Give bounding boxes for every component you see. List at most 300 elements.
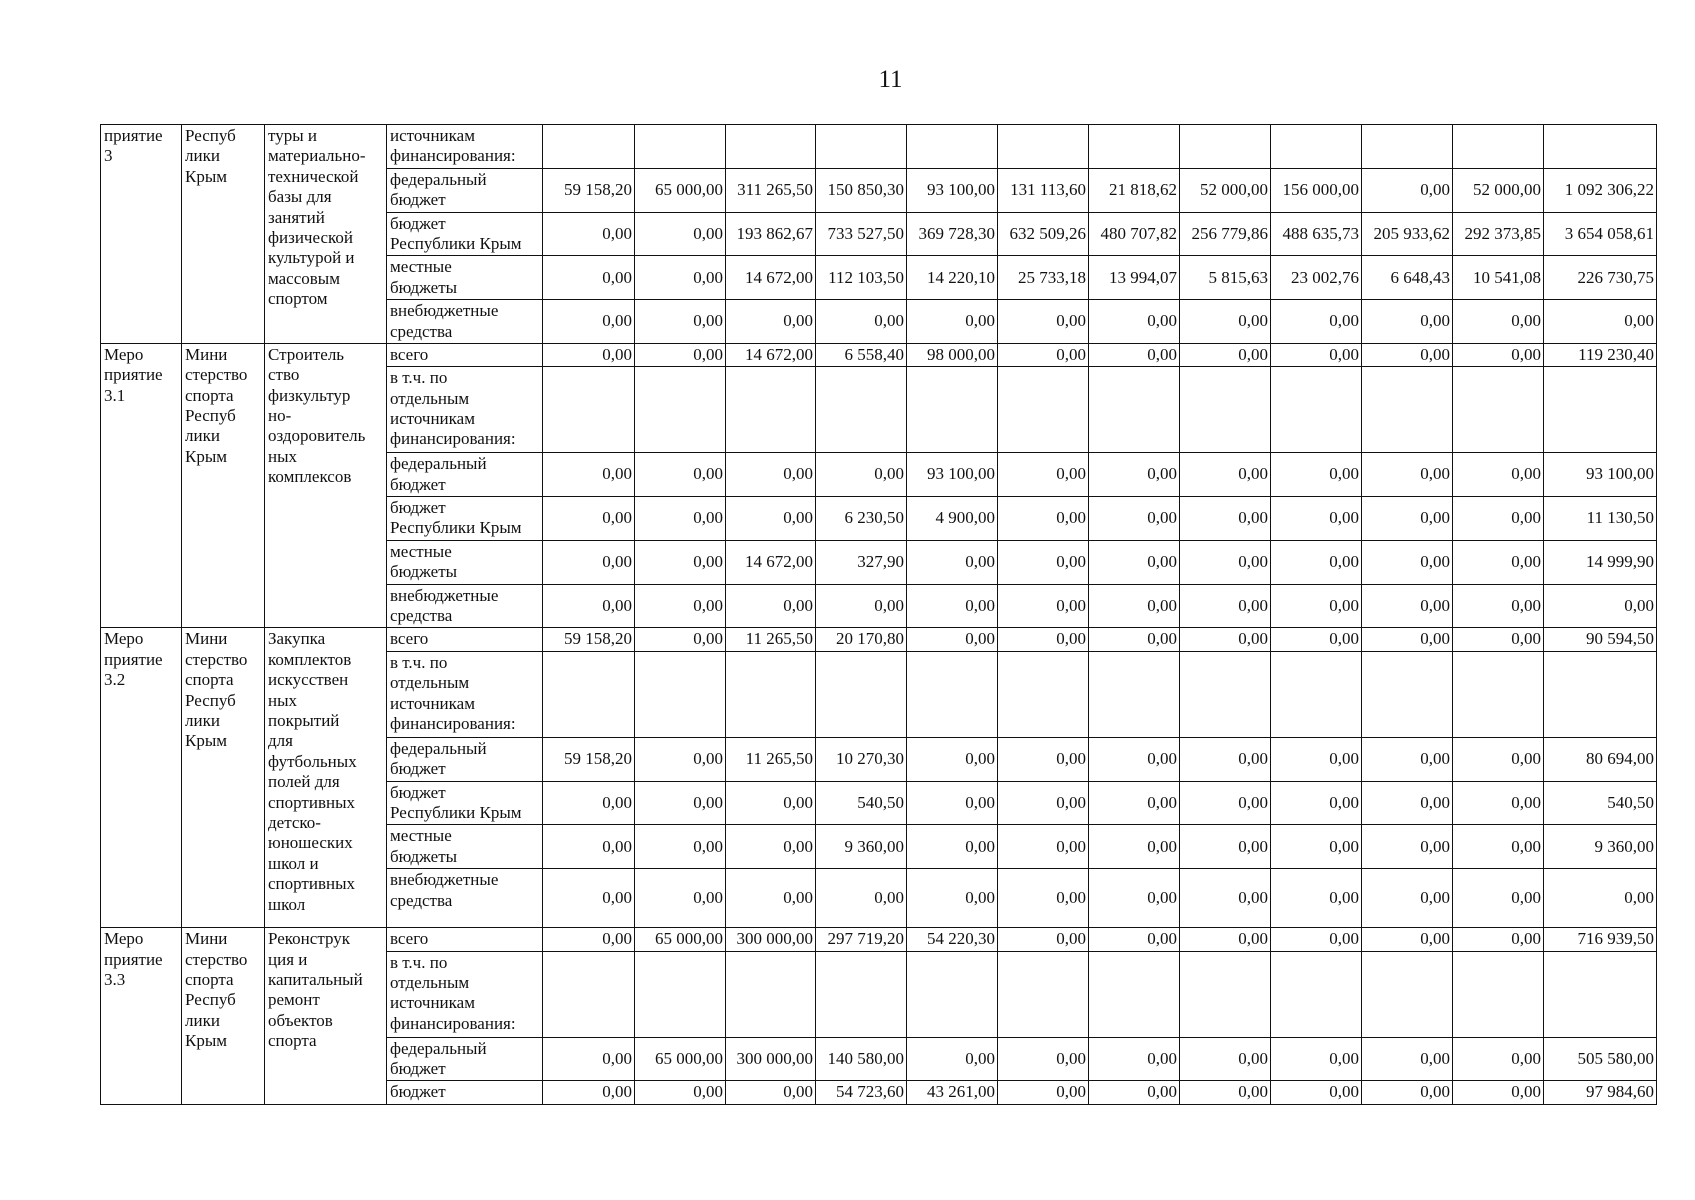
amount-cell: 0,00 [1271, 628, 1362, 651]
amount-cell: 0,00 [1271, 343, 1362, 366]
total-amount-cell: 505 580,00 [1544, 1037, 1657, 1081]
description-cell-text: Закупка комплектов искусствен ных покрытий для футбольных полей для спортивных детско- юношеских школ и спортивных школ [268, 629, 357, 914]
amount-cell: 0,00 [907, 825, 998, 869]
amount-cell: 0,00 [1089, 453, 1180, 497]
amount-cell [1453, 951, 1544, 1037]
amount-cell: 0,00 [1180, 343, 1271, 366]
amount-cell: 0,00 [907, 584, 998, 628]
executor-cell [182, 628, 265, 928]
funding-source-label: внебюджетные средства [390, 870, 499, 910]
funding-source-label: внебюджетные средства [390, 585, 499, 626]
amount-cell: 0,00 [543, 453, 635, 497]
amount-cell: 0,00 [1180, 1081, 1271, 1104]
event-cell-text: Меро приятие 3.1 [104, 344, 163, 405]
amount-cell: 0,00 [1362, 300, 1453, 344]
amount-cell: 0,00 [1180, 869, 1271, 928]
amount-cell [816, 951, 907, 1037]
amount-cell [907, 367, 998, 453]
amount-cell [1362, 367, 1453, 453]
amount-cell: 0,00 [726, 584, 816, 628]
description-cell [265, 928, 387, 1105]
amount-cell: 311 265,50 [726, 168, 816, 212]
amount-cell [1362, 951, 1453, 1037]
total-amount-cell [1544, 951, 1657, 1037]
amount-cell [1271, 951, 1362, 1037]
funding-source-label: в т.ч. по отдельным источникам финансирования: [390, 952, 516, 1033]
amount-cell: 0,00 [1089, 1037, 1180, 1081]
amount-cell: 0,00 [635, 540, 726, 584]
total-amount-cell: 97 984,60 [1544, 1081, 1657, 1104]
funding-source-label: в т.ч. по отдельным источникам финансирования: [390, 652, 516, 733]
funding-source-label: источникам финансирования: [390, 126, 516, 166]
amount-cell: 6 558,40 [816, 343, 907, 366]
total-amount-cell: 90 594,50 [1544, 628, 1657, 651]
amount-cell [543, 951, 635, 1037]
amount-cell [816, 367, 907, 453]
amount-cell: 0,00 [907, 869, 998, 928]
amount-cell: 0,00 [726, 1081, 816, 1104]
amount-cell: 0,00 [1271, 453, 1362, 497]
amount-cell: 0,00 [1089, 781, 1180, 825]
executor-cell [182, 928, 265, 1105]
amount-cell [998, 367, 1089, 453]
amount-cell: 131 113,60 [998, 168, 1089, 212]
amount-cell: 0,00 [1362, 1037, 1453, 1081]
total-amount-cell [1544, 125, 1657, 169]
amount-cell: 156 000,00 [1271, 168, 1362, 212]
amount-cell: 0,00 [1271, 781, 1362, 825]
amount-cell [1453, 651, 1544, 737]
amount-cell [1271, 125, 1362, 169]
amount-cell: 0,00 [1089, 584, 1180, 628]
funding-source-cell [387, 497, 543, 541]
total-amount-cell: 0,00 [1544, 300, 1657, 344]
amount-cell: 0,00 [1453, 300, 1544, 344]
amount-cell: 0,00 [1362, 343, 1453, 366]
amount-cell [1180, 651, 1271, 737]
amount-cell: 0,00 [1089, 628, 1180, 651]
amount-cell: 205 933,62 [1362, 212, 1453, 256]
executor-cell [182, 125, 265, 344]
table-body [101, 125, 1657, 1105]
amount-cell: 9 360,00 [816, 825, 907, 869]
amount-cell: 0,00 [635, 584, 726, 628]
description-cell [265, 343, 387, 628]
funding-source-cell [387, 951, 543, 1037]
amount-cell: 0,00 [543, 928, 635, 951]
amount-cell: 0,00 [1453, 584, 1544, 628]
funding-source-cell [387, 256, 543, 300]
amount-cell: 0,00 [543, 343, 635, 366]
amount-cell [1362, 125, 1453, 169]
amount-cell: 0,00 [1453, 928, 1544, 951]
funding-source-cell [387, 540, 543, 584]
event-cell [101, 343, 182, 628]
amount-cell: 327,90 [816, 540, 907, 584]
budget-table [100, 124, 1657, 1105]
amount-cell: 0,00 [726, 781, 816, 825]
amount-cell: 0,00 [998, 628, 1089, 651]
amount-cell [1362, 651, 1453, 737]
amount-cell: 0,00 [1180, 825, 1271, 869]
amount-cell: 10 541,08 [1453, 256, 1544, 300]
funding-source-cell [387, 300, 543, 344]
funding-source-cell [387, 212, 543, 256]
amount-cell: 43 261,00 [907, 1081, 998, 1104]
amount-cell: 14 220,10 [907, 256, 998, 300]
amount-cell: 6 648,43 [1362, 256, 1453, 300]
event-cell-text: приятие 3 [104, 126, 163, 166]
amount-cell: 21 818,62 [1089, 168, 1180, 212]
amount-cell: 59 158,20 [543, 168, 635, 212]
amount-cell [726, 651, 816, 737]
total-amount-cell: 540,50 [1544, 781, 1657, 825]
amount-cell: 0,00 [726, 869, 816, 928]
event-cell [101, 928, 182, 1105]
amount-cell: 0,00 [1271, 869, 1362, 928]
amount-cell: 14 672,00 [726, 256, 816, 300]
description-cell [265, 125, 387, 344]
amount-cell: 14 672,00 [726, 540, 816, 584]
amount-cell: 0,00 [1453, 1037, 1544, 1081]
amount-cell: 4 900,00 [907, 497, 998, 541]
amount-cell: 54 723,60 [816, 1081, 907, 1104]
event-cell [101, 125, 182, 344]
amount-cell: 0,00 [1089, 737, 1180, 781]
amount-cell: 0,00 [1362, 540, 1453, 584]
amount-cell: 0,00 [1362, 497, 1453, 541]
amount-cell: 0,00 [543, 1081, 635, 1104]
amount-cell: 0,00 [1271, 1037, 1362, 1081]
amount-cell: 0,00 [1271, 584, 1362, 628]
amount-cell: 0,00 [1089, 300, 1180, 344]
funding-source-label: всего [390, 929, 429, 949]
amount-cell: 0,00 [1362, 628, 1453, 651]
executor-cell-text: Респуб лики Крым [185, 126, 236, 186]
amount-cell: 93 100,00 [907, 168, 998, 212]
total-amount-cell: 3 654 058,61 [1544, 212, 1657, 256]
amount-cell: 11 265,50 [726, 737, 816, 781]
amount-cell: 292 373,85 [1453, 212, 1544, 256]
amount-cell [543, 367, 635, 453]
funding-source-label: бюджет Республики Крым [390, 782, 522, 822]
amount-cell: 0,00 [816, 300, 907, 344]
amount-cell [1089, 651, 1180, 737]
amount-cell: 0,00 [816, 584, 907, 628]
amount-cell: 369 728,30 [907, 212, 998, 256]
amount-cell [1180, 367, 1271, 453]
amount-cell: 0,00 [1089, 343, 1180, 366]
amount-cell: 300 000,00 [726, 928, 816, 951]
amount-cell: 0,00 [1362, 453, 1453, 497]
total-amount-cell: 0,00 [1544, 869, 1657, 928]
amount-cell: 20 170,80 [816, 628, 907, 651]
table-row [101, 125, 1657, 169]
amount-cell: 11 265,50 [726, 628, 816, 651]
amount-cell: 0,00 [1453, 453, 1544, 497]
amount-cell: 0,00 [1271, 928, 1362, 951]
amount-cell [1271, 367, 1362, 453]
amount-cell: 6 230,50 [816, 497, 907, 541]
amount-cell [816, 651, 907, 737]
amount-cell: 0,00 [543, 300, 635, 344]
description-cell-text: туры и материально- технической базы для занятий физической культурой и массовым спортом [268, 126, 366, 309]
amount-cell: 0,00 [1453, 343, 1544, 366]
amount-cell: 150 850,30 [816, 168, 907, 212]
amount-cell: 13 994,07 [1089, 256, 1180, 300]
amount-cell: 52 000,00 [1180, 168, 1271, 212]
amount-cell: 0,00 [1271, 300, 1362, 344]
amount-cell: 540,50 [816, 781, 907, 825]
funding-source-cell [387, 125, 543, 169]
amount-cell [1180, 951, 1271, 1037]
amount-cell: 0,00 [998, 540, 1089, 584]
amount-cell: 0,00 [907, 540, 998, 584]
amount-cell: 0,00 [1271, 540, 1362, 584]
amount-cell [1453, 125, 1544, 169]
funding-source-label: федеральный бюджет [390, 1038, 487, 1078]
amount-cell: 0,00 [1453, 540, 1544, 584]
executor-cell-text: Мини стерство спорта Респуб лики Крым [185, 629, 248, 751]
event-cell-text: Меро приятие 3.3 [104, 929, 163, 989]
table-row [101, 628, 1657, 651]
funding-source-label: федеральный бюджет [390, 454, 487, 494]
amount-cell: 65 000,00 [635, 1037, 726, 1081]
amount-cell: 0,00 [1180, 1037, 1271, 1081]
amount-cell: 0,00 [635, 497, 726, 541]
funding-source-cell [387, 737, 543, 781]
amount-cell: 0,00 [998, 584, 1089, 628]
amount-cell: 0,00 [1180, 300, 1271, 344]
amount-cell: 0,00 [1089, 928, 1180, 951]
amount-cell: 25 733,18 [998, 256, 1089, 300]
total-amount-cell: 119 230,40 [1544, 343, 1657, 366]
funding-source-label: всего [390, 629, 429, 649]
amount-cell [726, 125, 816, 169]
amount-cell: 0,00 [1453, 781, 1544, 825]
funding-source-cell [387, 168, 543, 212]
amount-cell: 52 000,00 [1453, 168, 1544, 212]
total-amount-cell: 11 130,50 [1544, 497, 1657, 541]
amount-cell: 0,00 [1271, 497, 1362, 541]
amount-cell [635, 125, 726, 169]
amount-cell: 0,00 [635, 825, 726, 869]
amount-cell: 0,00 [816, 869, 907, 928]
amount-cell [543, 125, 635, 169]
funding-source-cell [387, 453, 543, 497]
amount-cell: 0,00 [1089, 1081, 1180, 1104]
amount-cell: 0,00 [635, 343, 726, 366]
amount-cell: 0,00 [1362, 584, 1453, 628]
amount-cell: 65 000,00 [635, 928, 726, 951]
amount-cell: 0,00 [635, 781, 726, 825]
funding-source-label: бюджет [390, 1082, 446, 1102]
funding-source-cell [387, 651, 543, 737]
amount-cell: 0,00 [1453, 1081, 1544, 1104]
total-amount-cell [1544, 651, 1657, 737]
amount-cell: 193 862,67 [726, 212, 816, 256]
amount-cell: 140 580,00 [816, 1037, 907, 1081]
amount-cell: 0,00 [1453, 628, 1544, 651]
amount-cell: 0,00 [816, 453, 907, 497]
amount-cell: 0,00 [635, 453, 726, 497]
total-amount-cell: 14 999,90 [1544, 540, 1657, 584]
funding-source-label: местные бюджеты [390, 257, 458, 297]
amount-cell: 0,00 [998, 300, 1089, 344]
amount-cell: 0,00 [543, 781, 635, 825]
amount-cell [998, 125, 1089, 169]
table-row [101, 343, 1657, 366]
funding-source-label: бюджет Республики Крым [390, 213, 522, 253]
amount-cell: 488 635,73 [1271, 212, 1362, 256]
amount-cell: 0,00 [1180, 628, 1271, 651]
amount-cell: 0,00 [1362, 1081, 1453, 1104]
amount-cell: 0,00 [1453, 497, 1544, 541]
amount-cell: 0,00 [543, 584, 635, 628]
amount-cell [1453, 367, 1544, 453]
total-amount-cell: 0,00 [1544, 584, 1657, 628]
funding-source-cell [387, 367, 543, 453]
funding-source-cell [387, 869, 543, 928]
amount-cell: 98 000,00 [907, 343, 998, 366]
amount-cell [907, 125, 998, 169]
amount-cell: 0,00 [635, 256, 726, 300]
event-cell-text: Меро приятие 3.2 [104, 629, 163, 690]
amount-cell [907, 951, 998, 1037]
amount-cell: 0,00 [1180, 781, 1271, 825]
funding-source-cell [387, 928, 543, 951]
funding-source-label: местные бюджеты [390, 541, 458, 582]
amount-cell [1089, 367, 1180, 453]
amount-cell: 23 002,76 [1271, 256, 1362, 300]
executor-cell [182, 343, 265, 628]
total-amount-cell: 716 939,50 [1544, 928, 1657, 951]
amount-cell: 0,00 [998, 781, 1089, 825]
amount-cell: 0,00 [726, 300, 816, 344]
amount-cell: 0,00 [1362, 928, 1453, 951]
funding-source-label: внебюджетные средства [390, 301, 499, 341]
funding-source-label: федеральный бюджет [390, 169, 487, 210]
total-amount-cell: 226 730,75 [1544, 256, 1657, 300]
amount-cell: 0,00 [543, 869, 635, 928]
amount-cell: 0,00 [907, 737, 998, 781]
amount-cell: 0,00 [998, 737, 1089, 781]
funding-source-label: федеральный бюджет [390, 738, 487, 779]
funding-source-label: в т.ч. по отдельным источникам финансирования: [390, 368, 516, 449]
amount-cell [1271, 651, 1362, 737]
total-amount-cell: 80 694,00 [1544, 737, 1657, 781]
amount-cell: 0,00 [1362, 869, 1453, 928]
amount-cell: 0,00 [1271, 1081, 1362, 1104]
amount-cell: 0,00 [998, 1081, 1089, 1104]
funding-source-cell [387, 825, 543, 869]
funding-source-cell [387, 1037, 543, 1081]
amount-cell: 0,00 [998, 343, 1089, 366]
amount-cell: 0,00 [1089, 825, 1180, 869]
amount-cell [816, 125, 907, 169]
total-amount-cell: 9 360,00 [1544, 825, 1657, 869]
amount-cell [907, 651, 998, 737]
amount-cell: 0,00 [907, 781, 998, 825]
amount-cell: 0,00 [1180, 737, 1271, 781]
amount-cell: 0,00 [1362, 825, 1453, 869]
amount-cell: 0,00 [907, 628, 998, 651]
amount-cell: 5 815,63 [1180, 256, 1271, 300]
amount-cell: 0,00 [1362, 737, 1453, 781]
amount-cell: 59 158,20 [543, 737, 635, 781]
executor-cell-text: Мини стерство спорта Респуб лики Крым [185, 344, 248, 466]
amount-cell: 300 000,00 [726, 1037, 816, 1081]
description-cell-text: Реконструк ция и капитальный ремонт объектов спорта [268, 929, 363, 1051]
amount-cell [635, 651, 726, 737]
amount-cell [635, 951, 726, 1037]
amount-cell [998, 651, 1089, 737]
amount-cell: 0,00 [907, 1037, 998, 1081]
amount-cell: 0,00 [998, 1037, 1089, 1081]
amount-cell [998, 951, 1089, 1037]
amount-cell: 0,00 [635, 869, 726, 928]
amount-cell: 0,00 [1362, 168, 1453, 212]
amount-cell: 59 158,20 [543, 628, 635, 651]
amount-cell: 480 707,82 [1089, 212, 1180, 256]
funding-source-cell [387, 343, 543, 366]
amount-cell: 0,00 [1180, 497, 1271, 541]
amount-cell: 0,00 [543, 256, 635, 300]
funding-source-cell [387, 781, 543, 825]
funding-source-cell [387, 1081, 543, 1104]
amount-cell: 733 527,50 [816, 212, 907, 256]
amount-cell [543, 651, 635, 737]
amount-cell: 0,00 [635, 212, 726, 256]
amount-cell: 0,00 [726, 497, 816, 541]
amount-cell: 54 220,30 [907, 928, 998, 951]
amount-cell: 0,00 [1180, 453, 1271, 497]
amount-cell: 0,00 [1271, 825, 1362, 869]
amount-cell: 0,00 [635, 300, 726, 344]
amount-cell: 0,00 [543, 825, 635, 869]
amount-cell [1089, 125, 1180, 169]
total-amount-cell [1544, 367, 1657, 453]
table-row [101, 928, 1657, 951]
amount-cell: 0,00 [1089, 540, 1180, 584]
amount-cell: 0,00 [1453, 869, 1544, 928]
description-cell-text: Строитель ство физкультур но- оздоровитель ных комплексов [268, 344, 366, 487]
amount-cell: 297 719,20 [816, 928, 907, 951]
amount-cell: 0,00 [907, 300, 998, 344]
amount-cell: 0,00 [726, 453, 816, 497]
amount-cell: 0,00 [1089, 869, 1180, 928]
amount-cell: 0,00 [635, 628, 726, 651]
amount-cell [726, 367, 816, 453]
amount-cell: 0,00 [543, 212, 635, 256]
amount-cell [1089, 951, 1180, 1037]
funding-source-label: всего [390, 344, 429, 364]
amount-cell: 0,00 [998, 453, 1089, 497]
event-cell [101, 628, 182, 928]
amount-cell: 10 270,30 [816, 737, 907, 781]
amount-cell: 0,00 [998, 497, 1089, 541]
amount-cell: 65 000,00 [635, 168, 726, 212]
amount-cell: 0,00 [998, 928, 1089, 951]
amount-cell: 0,00 [635, 737, 726, 781]
description-cell [265, 628, 387, 928]
amount-cell: 0,00 [635, 1081, 726, 1104]
funding-source-cell [387, 628, 543, 651]
amount-cell: 0,00 [1453, 737, 1544, 781]
amount-cell: 0,00 [1089, 497, 1180, 541]
funding-source-label: местные бюджеты [390, 826, 458, 866]
executor-cell-text: Мини стерство спорта Респуб лики Крым [185, 929, 248, 1051]
